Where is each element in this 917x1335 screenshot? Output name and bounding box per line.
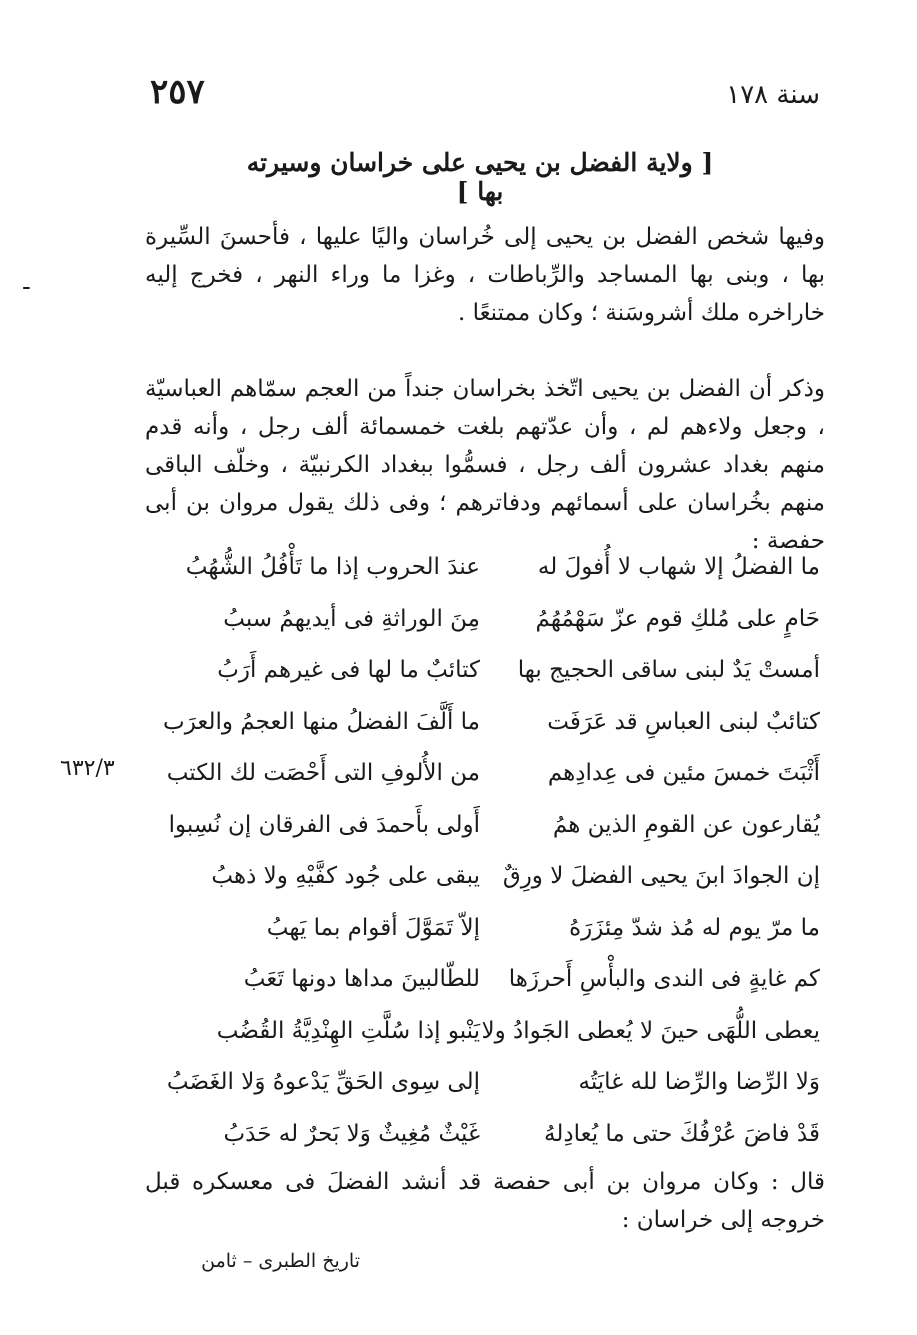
verse-first-hemistich: يُقارعون عن القومِ الذين همُ (552, 811, 820, 838)
verse-second-hemistich: عندَ الحروب إذا ما تَأْفُلُ الشُّهُبُ (185, 554, 480, 580)
page-number: ٢٥٧ (150, 72, 205, 112)
verse-second-hemistich: يبقى على جُود كفَّيْهِ ولا ذهبُ (211, 863, 480, 889)
verse-second-hemistich: غَيْثٌ مُغِيثٌ وَلا بَحرٌ له حَدَبُ (223, 1120, 480, 1147)
margin-mark: - (22, 272, 31, 302)
verse-first-hemistich: ما الفضلُ إلا شهاب لا أُفولَ له (537, 554, 820, 580)
poem-verse (150, 648, 820, 692)
verse-first-hemistich: كتائبٌ لبنى العباسِ قد عَرَفَت (547, 708, 820, 735)
paragraph-2: وذكر أن الفضل بن يحيى اتّخذ بخراسان جنداً من العجم سمّاهم العباسيّة ، وجعل ولاءهم لم ، وأن عدّتهم بلغت خمسمائة ألف رجل ، وأنه قدم منهم بغداد عشرون ألف رجل ، فسمُّوا ببغداد الكرنبيّة ، وخلّف الباقى منهم بخُراسان على أسمائهم ودفاترهم ؛ وفى ذلك يقول مروان بن أبى حفصة : (145, 376, 825, 554)
verse-second-hemistich: مِنَ الوراثةِ فى أيديهمُ سببُ (223, 605, 480, 632)
poem-verse (150, 751, 820, 795)
margin-reference: ٦٣٢/٣ (60, 756, 115, 781)
poem-verse (150, 957, 820, 1001)
poem-verse (150, 1060, 820, 1104)
verse-second-hemistich: إلاّ تَمَوَّلَ أقوام بما يَهبُ (266, 914, 480, 941)
poem-verse (150, 1009, 820, 1053)
poem-verse (150, 906, 820, 950)
paragraph-1: وفيها شخص الفضل بن يحيى إلى خُراسان واليًا عليها ، فأحسنَ السِّيرة بها ، وبنى بها المساجد والرِّباطات ، وغزا ما وراء النهر ، فخرج إليه خاراخره ملك أشروسَنة ؛ وكان ممتنعًا . (145, 224, 825, 326)
verse-first-hemistich: إن الجوادَ ابنَ يحيى الفضلَ لا ورِقٌ (502, 863, 820, 889)
verse-second-hemistich: من الأُلوفِ التى أَحْصَت لك الكتب (166, 760, 480, 786)
verse-first-hemistich: وَلا الرِّضا والرِّضا لله غايَتُه (578, 1069, 820, 1095)
poem (150, 545, 820, 1147)
year-header: سنة ١٧٨ (726, 80, 820, 110)
footer-book-title: تاريخ الطبرى – ثامن (201, 1250, 360, 1272)
verse-second-hemistich: يَنْبو إذا سُلَّتِ الهِنْدِيَّةُ القُضُب (216, 1017, 480, 1044)
verse-first-hemistich: يعطى اللُّهَى حينَ لا يُعطى الجَوادُ ولا (481, 1017, 820, 1044)
verse-second-hemistich: ما أَلَّفَ الفضلُ منها العجمُ والعرَب (163, 708, 480, 735)
verse-first-hemistich: كم غايةٍ فى الندى والبأْسِ أَحرزَها (508, 966, 820, 992)
section-title: [ ولاية الفضل بن يحيى على خراسان وسيرته بها ] (246, 148, 714, 206)
verse-first-hemistich: حَامٍ على مُلكِ قوم عزّ سَهْمُهُمُ (535, 605, 820, 632)
poem-verse (150, 854, 820, 898)
verse-second-hemistich: إلى سِوى الحَقِّ يَدْعوهُ وَلا الغَضَبُ (166, 1069, 480, 1095)
poem-verse (150, 700, 820, 744)
verse-second-hemistich: كتائبٌ ما لها فى غيرهم أَرَبُ (217, 657, 480, 683)
verse-second-hemistich: أَولى بأَحمدَ فى الفرقان إن نُسِبوا (168, 811, 480, 838)
verse-second-hemistich: للطّالبينَ مداها دونها تَعَبُ (243, 966, 480, 992)
poem-verse (150, 803, 820, 847)
poem-verse (150, 1112, 820, 1156)
verse-first-hemistich: أمستْ يَدٌ لبنى ساقى الحجيج بها (517, 657, 820, 683)
verse-first-hemistich: قَدْ فاضَ عُرْفُكَ حتى ما يُعادِلهُ (544, 1120, 820, 1147)
verse-first-hemistich: أَثْبَتَ خمسَ مئين فى عِدادِهم (547, 760, 820, 786)
poem-verse (150, 597, 820, 641)
verse-first-hemistich: ما مرّ يوم له مُذ شدّ مِئزَرَهُ (569, 914, 820, 941)
paragraph-3: قال : وكان مروان بن أبى حفصة قد أنشد الفضلَ فى معسكره قبل خروجه إلى خراسان : (145, 1169, 825, 1233)
poem-verse (150, 545, 820, 589)
